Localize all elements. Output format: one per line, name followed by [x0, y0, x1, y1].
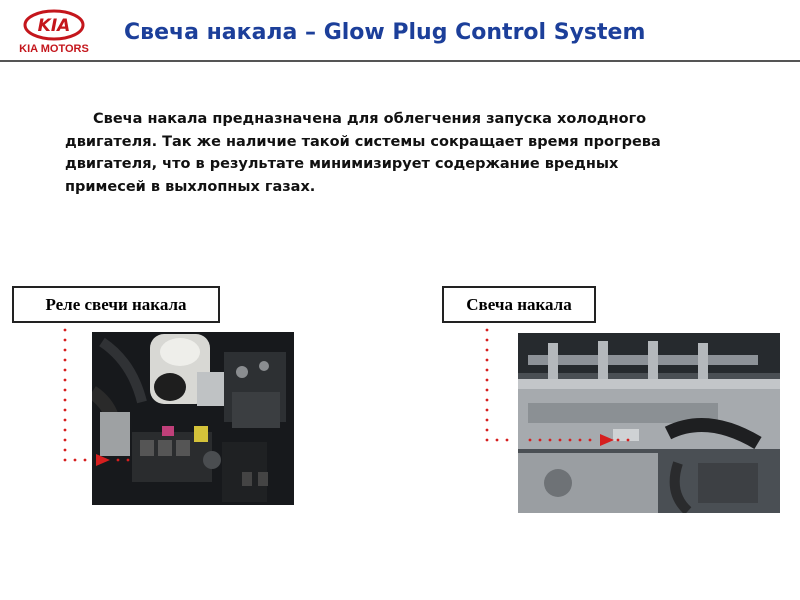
page-title: Свеча накала – Glow Plug Control System	[124, 20, 646, 45]
description-paragraph	[65, 108, 695, 198]
description-text: Свеча накала предназначена для облегчения запуска холодного двигателя. Так же наличие такой системы сокращает время прогрева двигателя, что в результате минимизирует содержание вредных примесей в выхлопных газах.	[65, 111, 661, 195]
relay-label: Реле свечи накала	[12, 286, 220, 323]
engine-glow-plug-photo	[518, 333, 780, 513]
svg-text:KIA MOTORS: KIA MOTORS	[19, 43, 89, 55]
svg-text:KIA: KIA	[37, 16, 71, 36]
kia-motors-logo	[8, 8, 100, 56]
engine-bay-relay-photo	[92, 332, 294, 505]
header-divider	[0, 60, 800, 62]
glow-plug-label: Свеча накала	[442, 286, 596, 323]
